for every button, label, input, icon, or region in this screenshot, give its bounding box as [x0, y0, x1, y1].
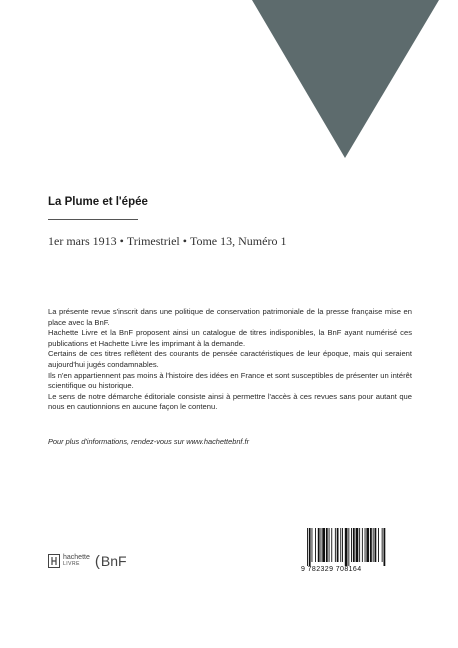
barcode-bar: [345, 528, 348, 566]
publisher-statement: [48, 307, 412, 413]
issue-date: 1er mars 1913: [48, 234, 117, 248]
barcode-bar: [353, 528, 355, 562]
barcode-bar: [322, 528, 325, 562]
decorative-triangle: [252, 0, 439, 158]
barcode-bar: [335, 528, 336, 562]
bnf-logo-paren: (: [94, 552, 100, 570]
publisher-logos: [48, 551, 127, 571]
isbn-barcode: [301, 528, 411, 574]
barcode-bar: [370, 528, 372, 562]
barcode-bar: [373, 528, 374, 562]
barcode-bar: [356, 528, 359, 562]
more-info-link[interactable]: Pour plus d'informations, rendez-vous sur www.hachettebnf.fr: [48, 437, 250, 446]
issue-separator: •: [182, 234, 187, 248]
barcode-bar: [309, 528, 311, 566]
journal-title: La Plume et l'épée: [48, 196, 148, 208]
barcode-bar: [342, 528, 343, 562]
barcode-bar: [375, 528, 377, 562]
barcode-bar: [384, 528, 386, 566]
statement-paragraph: Certains de ces titres reflètent des courants de pensée caractéristiques de leur époque, mais qui seraient aujourd'hui jugés condamnables.: [48, 349, 412, 369]
barcode-bar: [315, 528, 316, 562]
barcode-bar: [340, 528, 341, 562]
hachette-logo-name: hachette: [63, 554, 90, 561]
barcode-bar: [307, 528, 308, 566]
issue-info: [48, 234, 286, 249]
bnf-logo: BnF: [100, 553, 127, 569]
barcode-bars: [301, 528, 411, 566]
barcode-bar: [337, 528, 339, 562]
issue-volume: Tome 13, Numéro 1: [189, 234, 287, 248]
hachette-logo-sub: LIVRE: [63, 561, 80, 567]
title-divider: [48, 219, 138, 220]
barcode-bar: [326, 528, 328, 562]
barcode-bar: [351, 528, 352, 562]
barcode-bar: [378, 528, 379, 562]
barcode-bar: [321, 528, 322, 562]
barcode-bar: [359, 528, 360, 562]
barcode-bar: [366, 528, 369, 562]
barcode-bar: [329, 528, 330, 562]
issue-frequency: Trimestriel: [126, 234, 180, 248]
statement-paragraph: Ils n'en appartiennent pas moins à l'histoire des idées en France et sont susceptibles de présenter un intérêt scientifique ou historique.: [48, 370, 412, 391]
issue-separator: •: [119, 234, 124, 248]
barcode-bar: [318, 528, 320, 562]
statement-paragraph: Le sens de notre démarche éditoriale consiste ainsi à permettre l'accès à ces revues sans pour autant que nous en cautionnions en aucune façon le contenu.: [48, 391, 412, 412]
barcode-bar: [362, 528, 363, 562]
barcode-digits: 9 782329 708164: [301, 566, 362, 573]
statement-paragraph: Hachette Livre et la BnF proposent ainsi un catalogue de titres indisponibles, la BnF ayant numérisé ces publications et Hachette Livre les imprimant à la demande.: [48, 328, 412, 348]
barcode-bar: [312, 528, 313, 562]
barcode-bar: [365, 528, 366, 562]
hachette-h-icon: [48, 554, 60, 568]
hachette-logo: [63, 554, 90, 568]
barcode-bar: [382, 528, 383, 562]
statement-paragraph: La présente revue s'inscrit dans une politique de conservation patrimoniale de la presse française mise en place avec la BnF.: [48, 307, 412, 327]
barcode-bar: [348, 528, 349, 566]
barcode-bar: [331, 528, 332, 562]
